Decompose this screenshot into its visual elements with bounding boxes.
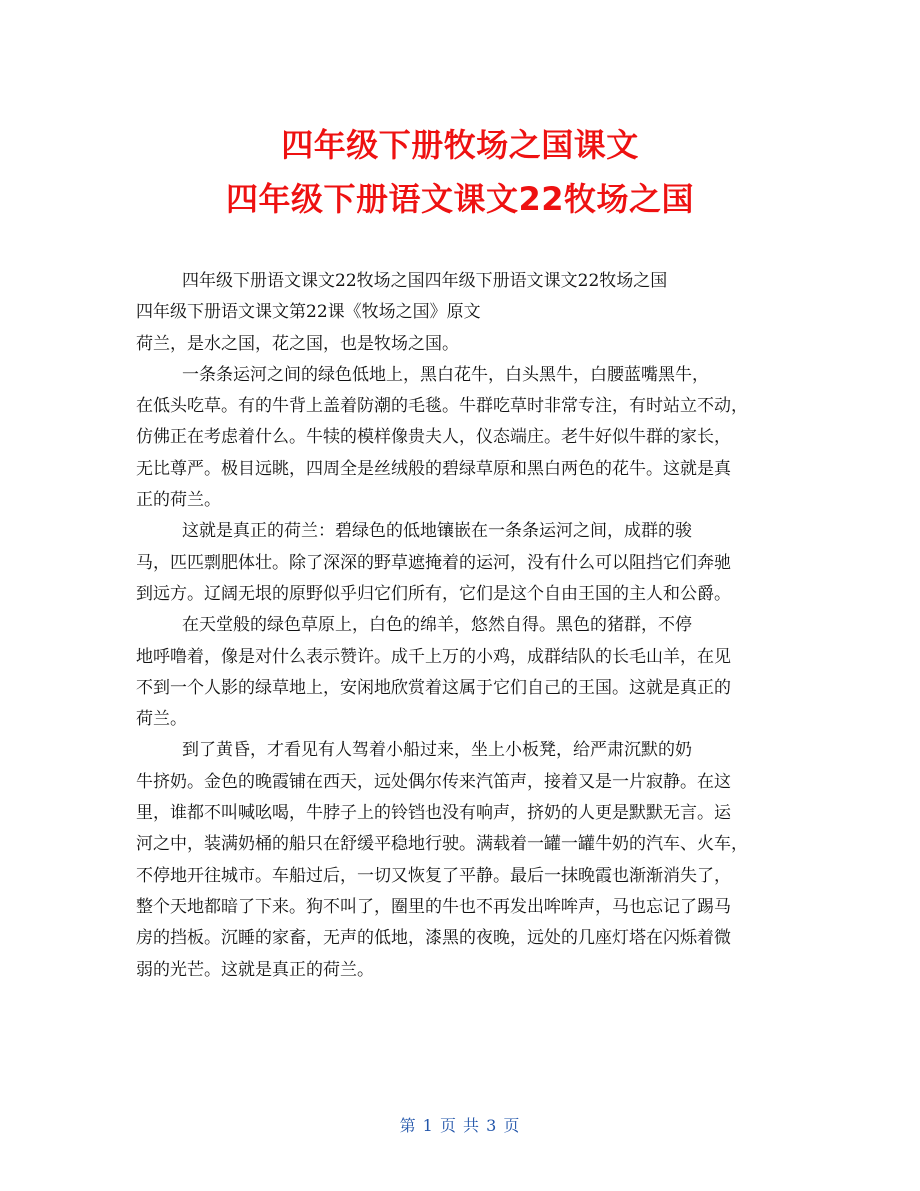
- body-line: 荷兰，是水之国，花之国，也是牧场之国。: [136, 333, 459, 354]
- body-line: 弱的光芒。这就是真正的荷兰。: [136, 959, 374, 980]
- title-line-1: 四年级下册牧场之国课文: [281, 126, 639, 164]
- document-title: [0, 118, 920, 226]
- body-line: 马，匹匹剽肥体壮。除了深深的野草遮掩着的运河，没有什么可以阻挡它们奔驰: [136, 552, 731, 573]
- body-line: 到远方。辽阔无垠的原野似乎归它们所有，它们是这个自由王国的主人和公爵。: [136, 583, 731, 604]
- document-body: [136, 266, 786, 986]
- body-line: 在天堂般的绿色草原上，白色的绵羊，悠然自得。黑色的猪群，不停: [182, 615, 692, 636]
- body-line: 正的荷兰。: [136, 490, 221, 511]
- body-line: 里，谁都不叫喊吆喝，牛脖子上的铃铛也没有响声，挤奶的人更是默默无言。运: [136, 803, 731, 824]
- body-line: 四年级下册语文课文第22课《牧场之国》原文: [136, 302, 481, 323]
- title-line-2: 四年级下册语文课文22牧场之国: [225, 180, 695, 218]
- body-line: 一条条运河之间的绿色低地上，黑白花牛，白头黑牛，白腰蓝嘴黑牛，: [182, 364, 709, 385]
- body-line: 到了黄昏，才看见有人驾着小船过来，坐上小板凳，给严肃沉默的奶: [182, 740, 692, 761]
- body-line: 无比尊严。极目远眺，四周全是丝绒般的碧绿草原和黑白两色的花牛。这就是真: [136, 458, 731, 479]
- body-line: 房的挡板。沉睡的家畜，无声的低地，漆黑的夜晚，远处的几座灯塔在闪烁着微: [136, 928, 731, 949]
- body-line: 荷兰。: [136, 709, 187, 730]
- body-line: 在低头吃草。有的牛背上盖着防潮的毛毯。牛群吃草时非常专注，有时站立不动，: [136, 396, 748, 417]
- body-line: 不到一个人影的绿草地上，安闲地欣赏着这属于它们自己的王国。这就是真正的: [136, 677, 731, 698]
- body-line: 地呼噜着，像是对什么表示赞许。成千上万的小鸡，成群结队的长毛山羊，在见: [136, 646, 731, 667]
- body-line: 河之中，装满奶桶的船只在舒缓平稳地行驶。满载着一罐一罐牛奶的汽车、火车，: [136, 834, 748, 855]
- body-line: 这就是真正的荷兰：碧绿色的低地镶嵌在一条条运河之间，成群的骏: [182, 521, 692, 542]
- body-line: 不停地开往城市。车船过后，一切又恢复了平静。最后一抹晚霞也渐渐消失了，: [136, 865, 731, 886]
- body-line: 仿佛正在考虑着什么。牛犊的模样像贵夫人，仪态端庄。老牛好似牛群的家长，: [136, 427, 731, 448]
- body-line: 四年级下册语文课文22牧场之国四年级下册语文课文22牧场之国: [182, 271, 668, 291]
- body-line: 整个天地都暗了下来。狗不叫了，圈里的牛也不再发出哞哞声，马也忘记了踢马: [136, 896, 731, 917]
- body-line: 牛挤奶。金色的晚霞铺在西天，远处偶尔传来汽笛声，接着又是一片寂静。在这: [136, 771, 731, 792]
- page-footer: 第 1 页 共 3 页: [399, 1116, 521, 1135]
